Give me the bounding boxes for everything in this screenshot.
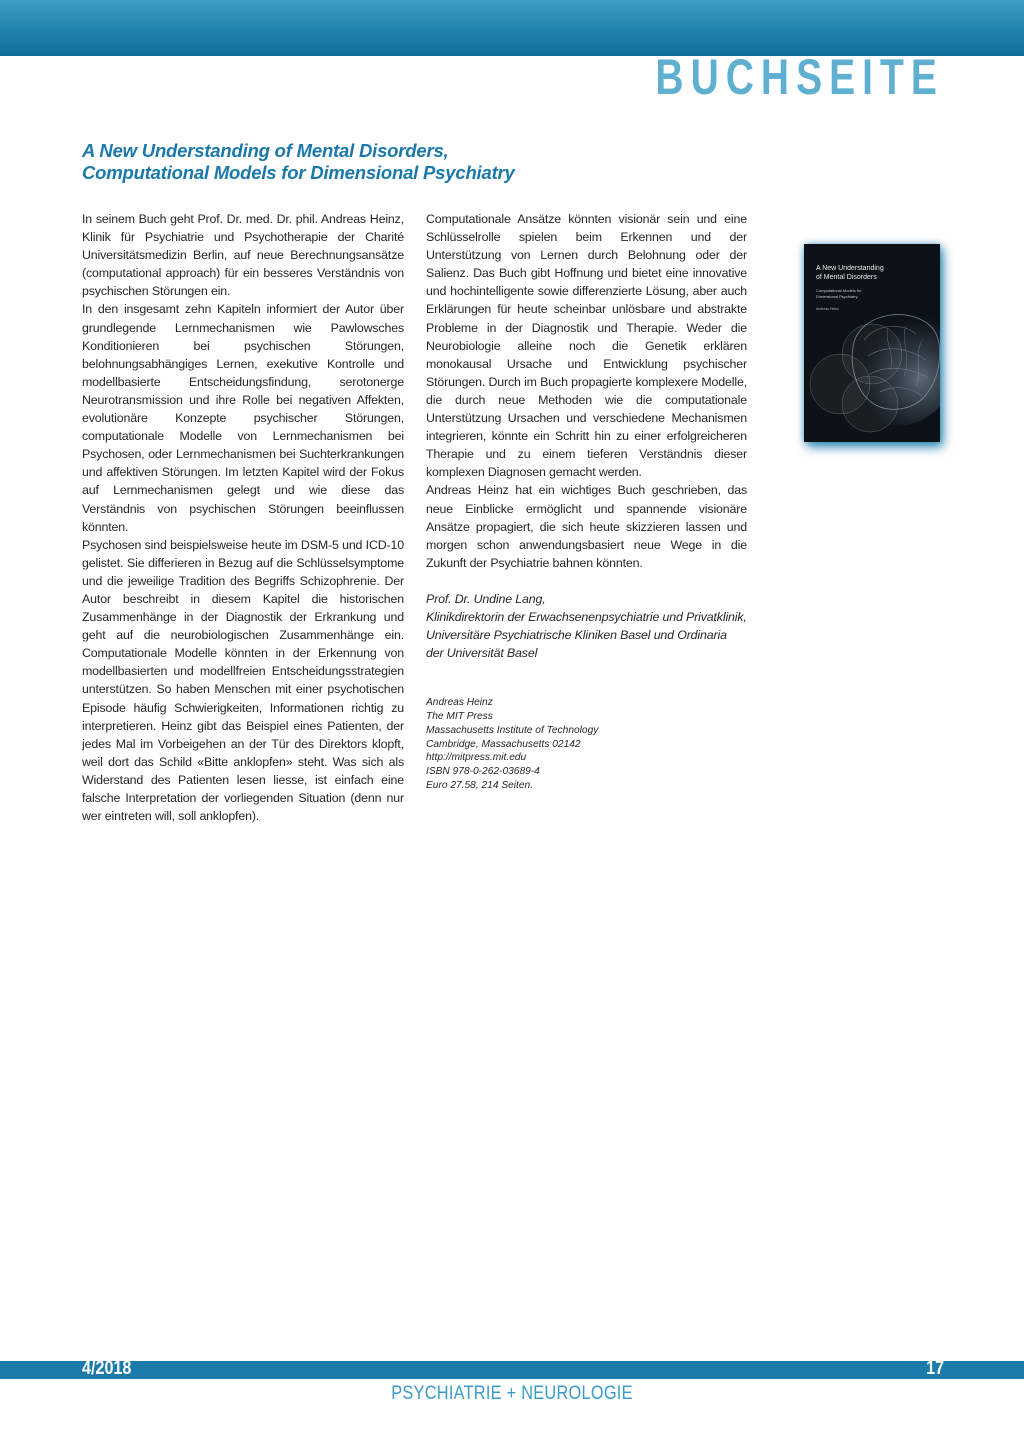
book-author: Andreas Heinz (426, 697, 493, 709)
cover-title-line-2: of Mental Disorders (816, 274, 877, 281)
issue-number: 4/2018 (82, 1358, 132, 1379)
paragraph: In seinem Buch geht Prof. Dr. med. Dr. phil. Andreas Heinz, Klinik für Psychiatrie und Psychotherapie der Charité Universitätsmedizin Berlin, auf neue Berechnungsansätze (computational approach) für ein besseres Verständnis von psychischen Störungen ein. (82, 212, 404, 299)
article-title (82, 140, 782, 184)
cover-author: Andreas Heinz (816, 307, 839, 311)
book-institution: Massachusetts Institute of Technology (426, 724, 599, 736)
cover-title-line-1: A New Understanding (816, 265, 884, 272)
article-column-right (426, 210, 747, 793)
paragraph: Psychosen sind beispielsweise heute im DSM-5 und ICD-10 gelistet. Sie differieren in Bezug auf die Schlüsselsymptome und die jeweilige Tradition des Begriffs Schizophrenie. Der Autor beschreibt in diesem Kapitel die historischen Zusammenhänge in der Diagnostik der Erkrankung und geht auf die neurobiologischen Zusammenhänge ein. Computationale Modelle könnten in der Erkennung von modellbasierten und modellfreien Entscheidungsstrategien unterstützen. So haben Menschen mit einer psychotischen Episode häufig Schwierigkeiten, Informationen richtig zu interpretieren. Heinz gibt das Beispiel eines Patienten, der jedes Mal im Vorbeigehen an der Tür des Direktors klopft, weil dort das Schild «Bitte anklopfen» steht. Was sich als Widerstand des Patienten lesen liesse, ist einfach eine falsche Interpretation der vorliegenden Situation (denn nur wer eintreten will, soll anklopfen). (82, 537, 404, 824)
paragraph: Computationale Ansätze könnten visionär sein und eine Schlüsselrolle spielen beim Erkennen und der Unterstützung von Lernen durch Belohnung oder der Salienz. Das Buch gibt Hoffnung und bietet eine innovative und hochintelligente sowie differenzierte Lösung, aber auch Erklärungen für heute scheinbar unlösbare und abstrakte Probleme in der Diagnostik und Therapie. Weder die Neurobiologie alleine noch die Genetik erklären monokausal Ursache und Entwicklung psychischer Störungen. Durch im Buch propagierte komplexere Modelle, die durch neue Methoden wie die computationale Unterstützung Ursachen und verschiedene Mechanismen integrieren, könnte ein Schritt hin zu einer erfolgreicheren Therapie und zu einem tieferen Verständnis dieser komplexen Diagnosen gemacht werden. (426, 212, 747, 480)
book-cover-art (804, 244, 940, 442)
paragraph: Andreas Heinz hat ein wichtiges Buch geschrieben, das neue Einblicke ermöglicht und spannende visionäre Ansätze propagiert, die sich heute skizzieren lassen und morgen schon anwendungsbasiert neue Wege in die Zukunft der Psychiatrie bahnen könnten. (426, 483, 747, 570)
book-info (426, 696, 747, 793)
paragraph: In den insgesamt zehn Kapiteln informiert der Autor über grundlegende Lernmechanismen wie Pawlowsches Konditionieren bei psychischen Störungen, belohnungsabhängiges Lernen, exekutive Kontrolle und modellbasierte Entscheidungsfindung, serotonerge Neurotransmission und ihre Rolle bei negativen Affekten, evolutionäre Konzepte psychischer Störungen, computationale Modelle von Lernmechanismen bei Psychosen, oder Lernmechanismen bei Suchterkrankungen und affektiven Störungen. Im letzten Kapitel wird der Fokus auf Lernmechanismen gelegt und wie diese das Verständnis von psychischen Störungen beeinflussen könnten. (82, 302, 404, 534)
book-price: Euro 27.58, 214 Seiten. (426, 780, 534, 792)
reviewer-affiliation: Klinikdirektorin der Erwachsenenpsychiatrie und Privatklinik, Universitäre Psychiatrische Kliniken Basel und Ordinaria der Universität Basel (426, 609, 747, 661)
article-title-line-1: A New Understanding of Mental Disorders, (82, 140, 449, 161)
reviewer-name: Prof. Dr. Undine Lang, (426, 591, 546, 606)
article-column-left (82, 210, 404, 825)
footer-bar (0, 1361, 1024, 1379)
article-title-line-2: Computational Models for Dimensional Psychiatry (82, 162, 515, 183)
cover-subtitle-line-1: Computational Models for (816, 288, 862, 293)
section-label: BUCHSEITE (655, 49, 944, 105)
page-number: 17 (926, 1358, 944, 1379)
journal-name: PSYCHIATRIE + NEUROLOGIE (391, 1383, 633, 1404)
book-city: Cambridge, Massachusetts 02142 (426, 738, 581, 750)
cover-subtitle-line-2: Dimensional Psychiatry (816, 294, 858, 299)
book-cover-image (804, 244, 940, 442)
book-website: http://mitpress.mit.edu (426, 752, 527, 764)
book-isbn: ISBN 978-0-262-03689-4 (426, 766, 540, 778)
book-publisher: The MIT Press (426, 711, 493, 723)
